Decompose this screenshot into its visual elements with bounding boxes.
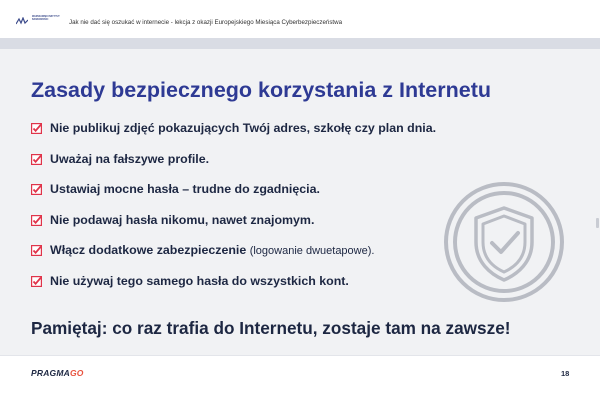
list-item	[31, 242, 451, 273]
checkbox-checked-icon	[31, 123, 42, 134]
scroll-indicator[interactable]	[596, 218, 599, 228]
list-item	[31, 212, 451, 243]
document-header	[0, 0, 600, 38]
checkbox-checked-icon	[31, 245, 42, 256]
list-item	[31, 151, 451, 182]
rule-note: (logowanie dwuetapowe).	[249, 245, 375, 258]
pragmago-logo	[31, 368, 84, 378]
rule-text: Włącz dodatkowe zabezpieczenie (logowanie dwuetapowe).	[50, 243, 375, 258]
list-item	[31, 273, 451, 304]
checkbox-checked-icon	[31, 184, 42, 195]
slide-title: Zasady bezpiecznego korzystania z Internetu	[31, 78, 491, 102]
footer-divider	[0, 355, 600, 356]
page-number: 18	[561, 369, 570, 378]
rule-text: Uważaj na fałszywe profile.	[50, 151, 210, 166]
logo-text: WARSZAWSKI INSTYTUT BANKOWOŚCI	[32, 16, 60, 21]
shield-check-icon	[440, 178, 568, 306]
list-item	[31, 120, 451, 151]
wib-logo-mark	[16, 17, 28, 27]
rules-list	[31, 120, 451, 304]
checkbox-checked-icon	[31, 215, 42, 226]
slide-top-band	[0, 38, 600, 49]
brand-accent: GO	[69, 368, 84, 378]
checkbox-checked-icon	[31, 276, 42, 287]
brand-main: PRAGMA	[31, 368, 70, 378]
list-item	[31, 181, 451, 212]
document-title: Jak nie dać się oszukać w internecie - lekcja z okazji Europejskiego Miesiąca Cyberbezpieczeństwa	[69, 19, 343, 26]
checkbox-checked-icon	[31, 154, 42, 165]
rule-text: Nie publikuj zdjęć pokazujących Twój adres, szkołę czy plan dnia.	[50, 121, 437, 135]
rule-text: Ustawiaj mocne hasła – trudne do zgadnięcia.	[50, 182, 320, 197]
rule-text: Nie używaj tego samego hasła do wszystkich kont.	[50, 273, 349, 288]
reminder-text: Pamiętaj: co raz trafia do Internetu, zostaje tam na zawsze!	[31, 318, 511, 338]
wib-logo	[16, 16, 60, 30]
rule-text: Nie podawaj hasła nikomu, nawet znajomym.	[50, 212, 315, 227]
